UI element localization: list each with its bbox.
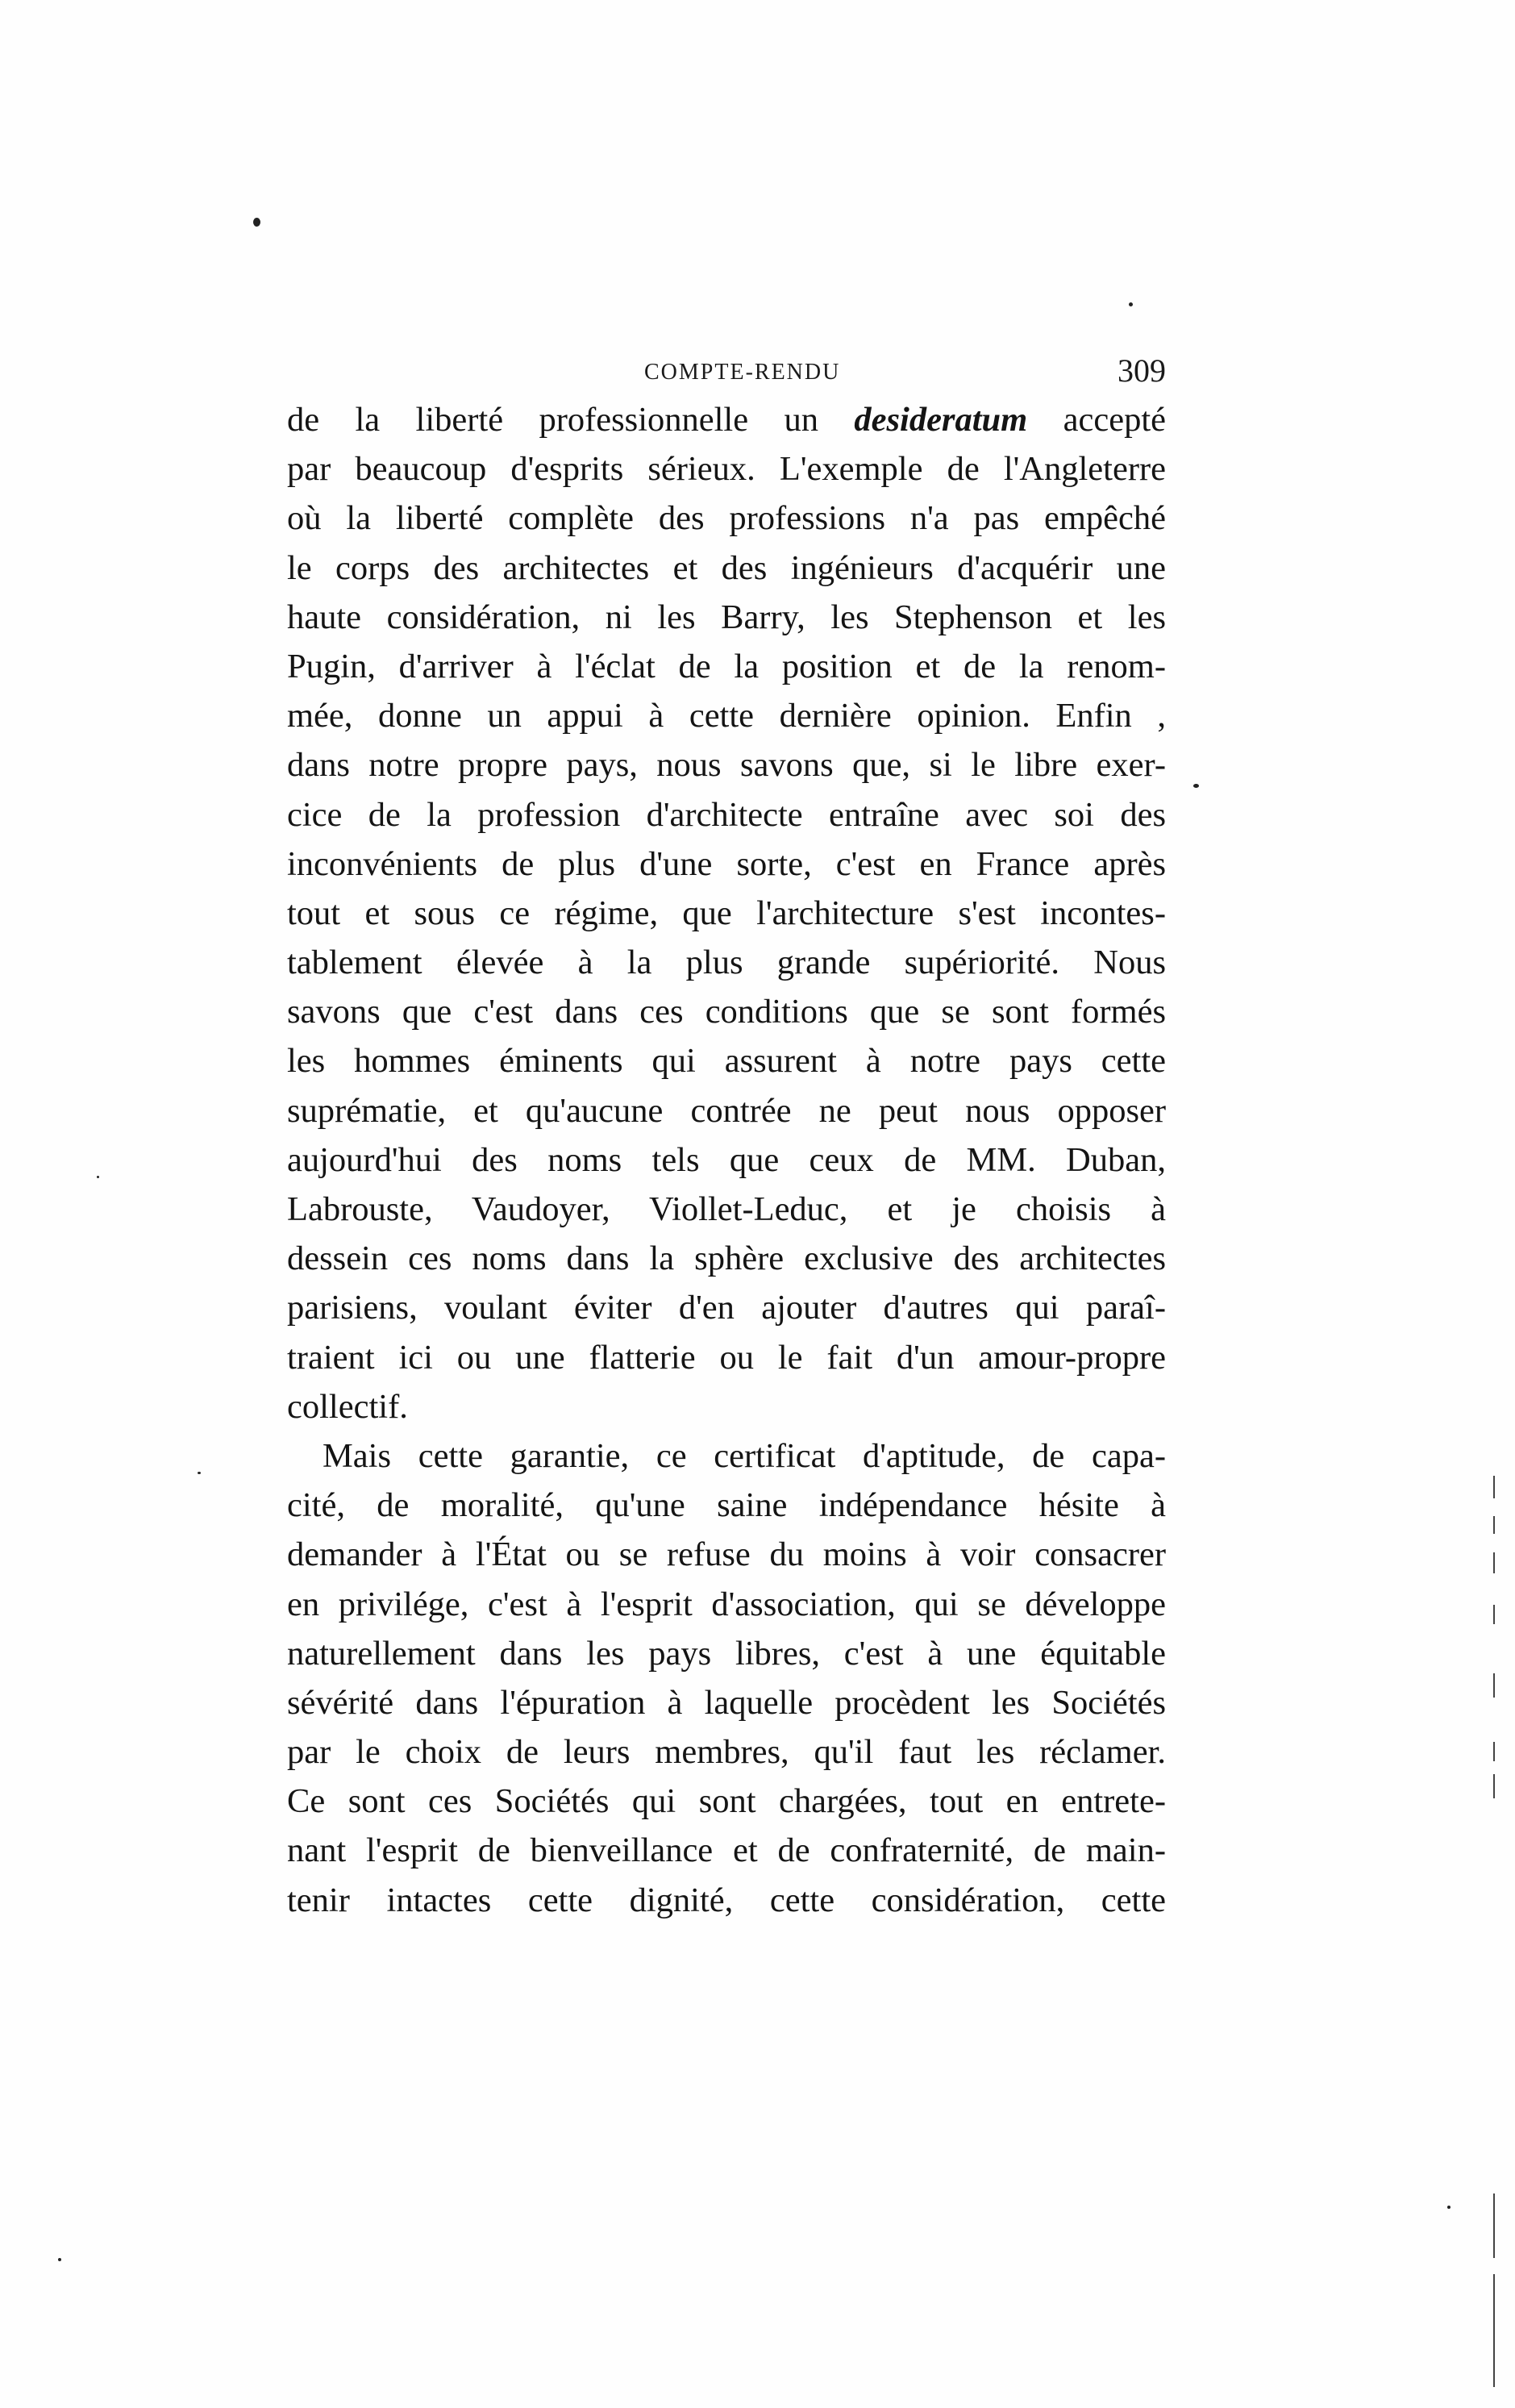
margin-mark [1493, 1516, 1495, 1534]
ink-speck [97, 1176, 99, 1178]
ink-speck [58, 2258, 61, 2261]
text-line: de la liberté professionnelle un desideratum accepté [287, 401, 1166, 439]
text-line: par le choix de leurs membres, qu'il faut les réclamer. [287, 1733, 1166, 1772]
text-line: mée, donne un appui à cette dernière opinion. Enfin , [287, 697, 1166, 735]
margin-mark [1493, 1476, 1495, 1498]
text-line: où la liberté complète des professions n'a pas empêché [287, 499, 1166, 538]
text-line: tablement élevée à la plus grande supériorité. Nous [287, 944, 1166, 982]
text-line: suprématie, et qu'aucune contrée ne peut nous opposer [287, 1091, 1166, 1130]
text-line: collectif. [287, 1387, 408, 1426]
margin-mark [1493, 1552, 1495, 1573]
text-line: haute considération, ni les Barry, les Stephenson et les [287, 598, 1166, 636]
text-line: naturellement dans les pays libres, c'est à une équitable [287, 1634, 1166, 1673]
margin-mark [1493, 1605, 1495, 1624]
text-line: en privilége, c'est à l'esprit d'association, qui se développe [287, 1585, 1166, 1623]
text-line: Labrouste, Vaudoyer, Viollet-Leduc, et je choisis à [287, 1190, 1166, 1228]
text-line: Pugin, d'arriver à l'éclat de la position et de la renom- [287, 647, 1166, 685]
ink-speck [1129, 302, 1133, 306]
text-line: dans notre propre pays, nous savons que, si le libre exer- [287, 746, 1166, 785]
italic-term: desideratum [854, 401, 1028, 439]
text-line: inconvénients de plus d'une sorte, c'est en France après [287, 844, 1166, 883]
text-line: les hommes éminents qui assurent à notre pays cette [287, 1042, 1166, 1081]
text-line: le corps des architectes et des ingénieurs d'acquérir une [287, 548, 1166, 587]
margin-mark [1493, 1673, 1495, 1698]
text-line: sévérité dans l'épuration à laquelle procèdent les Sociétés [287, 1683, 1166, 1722]
ink-speck [253, 218, 260, 227]
text-line: demander à l'État ou se refuse du moins à voir consacrer [287, 1535, 1166, 1574]
text-line: nant l'esprit de bienveillance et de confraternité, de main- [287, 1831, 1166, 1870]
text-line: cité, de moralité, qu'une saine indépendance hésite à [287, 1486, 1166, 1525]
text-line: savons que c'est dans ces conditions que se sont formés [287, 993, 1166, 1031]
text-line: parisiens, voulant éviter d'en ajouter d'autres qui paraî- [287, 1289, 1166, 1327]
text-line: aujourd'hui des noms tels que ceux de MM. Duban, [287, 1140, 1166, 1179]
text-line: traient ici ou une flatterie ou le fait d'un amour-propre [287, 1338, 1166, 1377]
text-line: Ce sont ces Sociétés qui sont chargées, tout en entrete- [287, 1782, 1166, 1821]
ink-speck [1193, 784, 1199, 788]
ink-speck [1447, 2206, 1450, 2209]
margin-mark [1493, 2274, 1495, 2387]
text-line: tenir intactes cette dignité, cette considération, cette [287, 1881, 1166, 1919]
margin-mark [1493, 1742, 1495, 1761]
ink-speck [198, 1472, 201, 1474]
running-head: COMPTE-RENDU [644, 360, 841, 385]
page-number: 309 [1118, 352, 1166, 389]
text-line: Mais cette garantie, ce certificat d'aptitude, de capa- [323, 1436, 1166, 1475]
text-line: dessein ces noms dans la sphère exclusive des architectes [287, 1239, 1166, 1278]
text-line: cice de la profession d'architecte entraîne avec soi des [287, 795, 1166, 834]
margin-mark [1493, 1774, 1495, 1798]
margin-mark [1493, 2193, 1495, 2258]
text-line: par beaucoup d'esprits sérieux. L'exemple de l'Angleterre [287, 450, 1166, 489]
body-text [287, 395, 1166, 1925]
text-line: tout et sous ce régime, que l'architecture s'est incontes- [287, 894, 1166, 932]
page-header [287, 348, 1166, 397]
